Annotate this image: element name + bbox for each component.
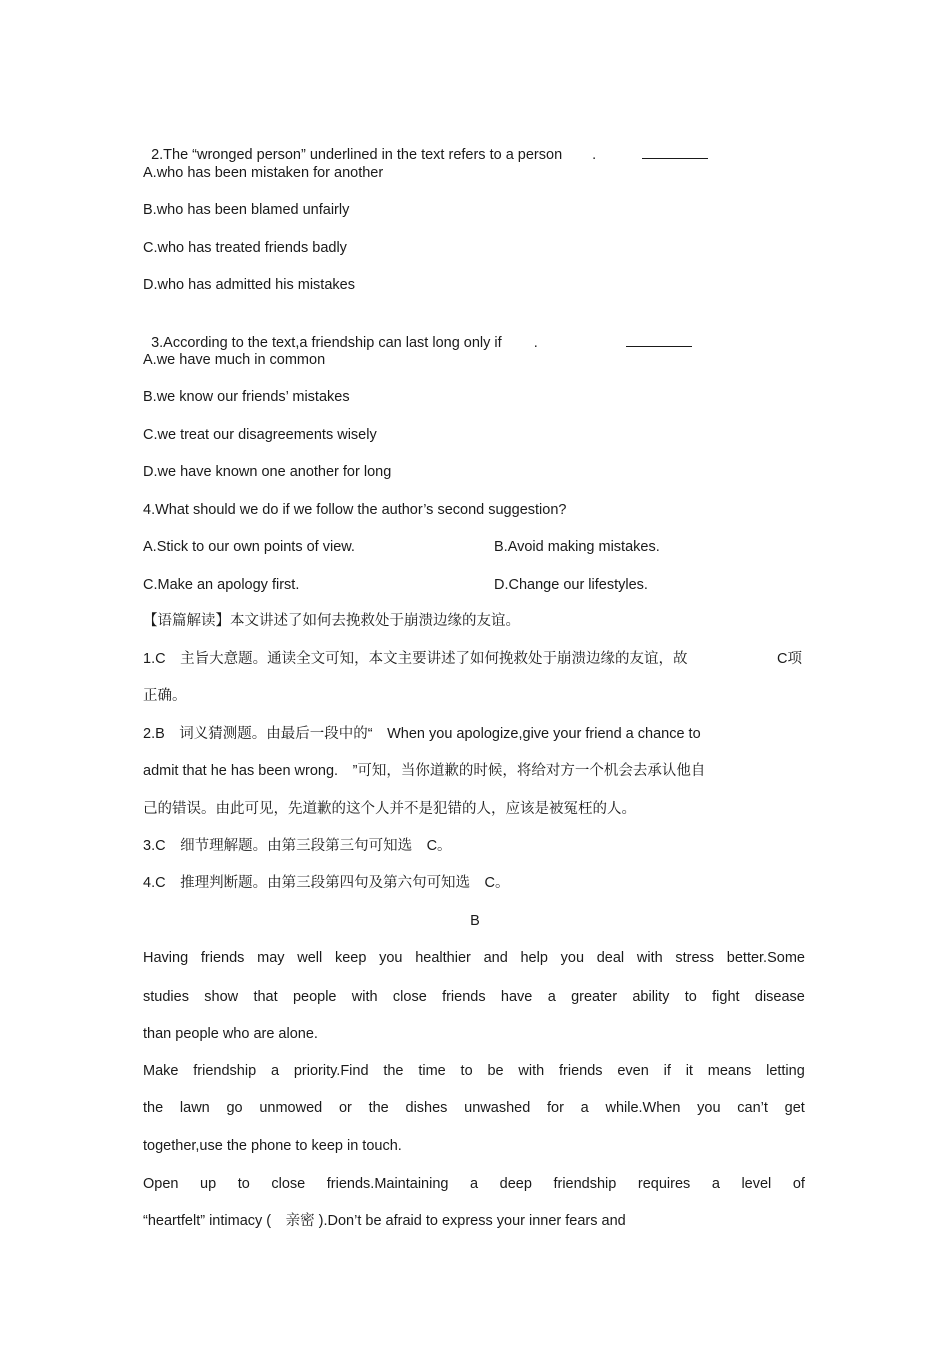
q4-option-d: D.Change our lifestyles. (494, 577, 648, 593)
q3-option-d: D.we have known one another for long (143, 464, 392, 480)
q4-option-a: A.Stick to our own points of view. (143, 539, 355, 555)
word: friends.Maintaining (326, 1176, 449, 1192)
word: level (741, 1176, 772, 1192)
word: get (784, 1100, 805, 1116)
word: friendship (553, 1176, 617, 1192)
word: Having (143, 950, 189, 966)
word: if (663, 1063, 671, 1079)
answer-4: 4.C 推理判断题。由第三段第四句及第六句可知选 C。 (143, 875, 510, 891)
answer-2-line1: 2.B 词义猜测题。由最后一段中的“ When you apologize,give your friend a chance to (143, 726, 701, 742)
q2-stem-line (143, 125, 708, 165)
answer-1-line2: 正确。 (143, 688, 187, 704)
q4-option-b: B.Avoid making mistakes. (494, 539, 660, 555)
word: dishes (405, 1100, 448, 1116)
q2-option-c: C.who has treated friends badly (143, 240, 347, 256)
word: means (707, 1063, 752, 1079)
passage-heading: B (470, 913, 480, 929)
word: to (684, 989, 697, 1005)
word: the (368, 1100, 389, 1116)
q3-stem-line (143, 313, 692, 353)
answer-2-line2: admit that he has been wrong. ”可知，当你道歉的时候，将给对方一个机会去承认他自 (143, 763, 706, 779)
q2-option-b: B.who has been blamed unfairly (143, 202, 350, 218)
word: friendship (193, 1063, 257, 1079)
word: friends (442, 989, 486, 1005)
answer-2-line3: 己的错误。由此可见，先道歉的这个人并不是犯错的人，应该是被冤枉的人。 (143, 801, 636, 817)
word: the (383, 1063, 404, 1079)
passage-p1-line1 (143, 948, 805, 968)
word: lawn (179, 1100, 210, 1116)
word: you (379, 950, 403, 966)
passage-p2-line2 (143, 1098, 805, 1118)
word: friends (559, 1063, 603, 1079)
word: you (697, 1100, 721, 1116)
passage-p1-line2 (143, 987, 805, 1007)
q4-stem: 4.What should we do if we follow the author’s second suggestion? (143, 502, 567, 518)
word: for (547, 1100, 564, 1116)
word: a (547, 989, 556, 1005)
passage-p3-line1 (143, 1174, 805, 1194)
q3-option-c: C.we treat our disagreements wisely (143, 427, 377, 443)
word: letting (766, 1063, 805, 1079)
word: well (297, 950, 323, 966)
word: to (460, 1063, 473, 1079)
answer-3: 3.C 细节理解题。由第三段第三句可知选 C。 (143, 838, 452, 854)
q3-answer-blank (626, 334, 692, 347)
q4-option-c: C.Make an apology first. (143, 577, 300, 593)
word: disease (754, 989, 805, 1005)
word: people (292, 989, 337, 1005)
word: and (483, 950, 508, 966)
word: with (351, 989, 378, 1005)
answer-1-line1: 1.C 主旨大意题。通读全文可知，本文主要讲述了如何挽救处于崩溃边缘的友谊，故 (143, 651, 688, 667)
word: deal (596, 950, 625, 966)
word: the (143, 1100, 164, 1116)
word: a (711, 1176, 720, 1192)
word: with (518, 1063, 545, 1079)
word: healthier (415, 950, 471, 966)
word: keep (334, 950, 367, 966)
passage-p2-line1 (143, 1061, 805, 1081)
word: up (200, 1176, 217, 1192)
word: priority.Find (293, 1063, 369, 1079)
word: deep (499, 1176, 532, 1192)
q2-dot: . (592, 147, 597, 163)
word: it (685, 1063, 693, 1079)
word: a (470, 1176, 479, 1192)
answer-1-tail: C项 (777, 651, 802, 667)
word: a (580, 1100, 589, 1116)
passage-p3-line2: “heartfelt” intimacy ( 亲密 ).Don’t be afraid to express your inner fears and (143, 1213, 626, 1229)
analysis-intro: 【语篇解读】本文讲述了如何去挽救处于崩溃边缘的友谊。 (143, 613, 520, 629)
word: studies (143, 989, 189, 1005)
word: better.Some (726, 950, 805, 966)
q2-option-d: D.who has admitted his mistakes (143, 277, 355, 293)
q3-dot: . (533, 335, 538, 351)
word: of (792, 1176, 805, 1192)
word: close (392, 989, 427, 1005)
word: greater (571, 989, 618, 1005)
word: be (487, 1063, 504, 1079)
q2-stem: 2.The “wronged person” underlined in the text refers to a person (151, 147, 563, 163)
word: show (204, 989, 239, 1005)
word: time (418, 1063, 446, 1079)
word: or (338, 1100, 352, 1116)
word: can’t (737, 1100, 768, 1116)
word: Open (143, 1176, 179, 1192)
word: to (237, 1176, 250, 1192)
passage-p2-line3: together,use the phone to keep in touch. (143, 1138, 402, 1154)
passage-p1-line3: than people who are alone. (143, 1026, 318, 1042)
word: requires (637, 1176, 691, 1192)
word: Make (143, 1063, 179, 1079)
word: that (253, 989, 278, 1005)
q3-option-b: B.we know our friends’ mistakes (143, 389, 350, 405)
word: help (520, 950, 548, 966)
word: you (560, 950, 585, 966)
word: a (270, 1063, 280, 1079)
word: fight (712, 989, 740, 1005)
word: unwashed (464, 1100, 531, 1116)
word: go (226, 1100, 243, 1116)
word: with (636, 950, 663, 966)
word: while.When (605, 1100, 681, 1116)
word: stress (675, 950, 715, 966)
word: have (500, 989, 533, 1005)
word: close (271, 1176, 306, 1192)
q2-option-a: A.who has been mistaken for another (143, 165, 384, 181)
q2-answer-blank (642, 146, 708, 159)
q3-option-a: A.we have much in common (143, 352, 326, 368)
word: may (257, 950, 285, 966)
word: unmowed (259, 1100, 323, 1116)
word: friends (200, 950, 245, 966)
word: ability (632, 989, 670, 1005)
q3-stem: 3.According to the text,a friendship can last long only if (151, 335, 502, 351)
word: even (617, 1063, 649, 1079)
